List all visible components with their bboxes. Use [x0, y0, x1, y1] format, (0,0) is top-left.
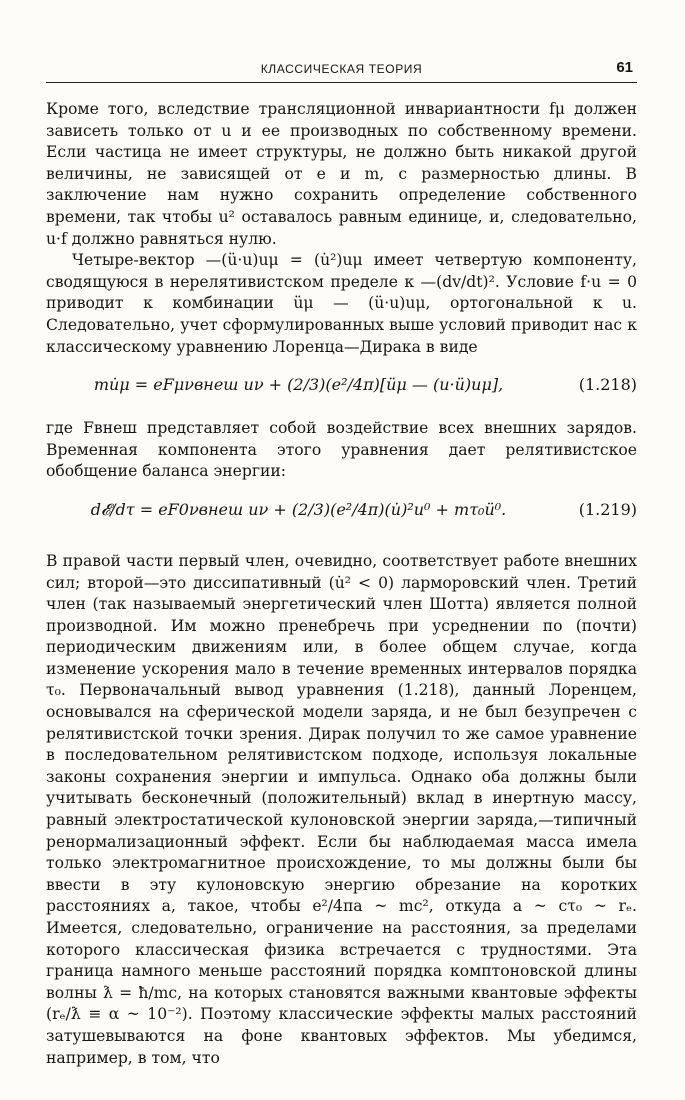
running-head: КЛАССИЧЕСКАЯ ТЕОРИЯ: [260, 62, 423, 76]
equation-number: (1.218): [578, 375, 637, 395]
equation-body: d𝓔/dτ = eF0νвнеш uν + (2/3)(e²/4π)(u̇)²u⁰ + mτ₀ü⁰.: [90, 499, 507, 519]
paragraph-4: В правой части первый член, очевидно, соответствует работе внешних сил; второй—это диссипативный (u̇² < 0) ларморовский член. Третий член (так называемый энергетический член Шотта) является полной производной. Им можно пренебречь при усреднении по (почти) периодическим движениям или, в более общем случае, когда изменение ускорения мало в течение временных интервалов порядка τ₀. Первоначальный вывод уравнения (1.218), данный Лоренцем, основывался на сферической модели заряда, и не был безупречен с релятивистской точки зрения. Дирак получил то же самое уравнение в последовательном релятивистском подходе, используя локальные законы сохранения энергии и импульса. Однако оба должны были учитывать бесконечный (положительный) вклад в инертную массу, равный электростатической кулоновской энергии заряда,—типичный ренормализационный эффект. Если бы наблюдаемая масса имела только электромагнитное происхождение, то мы должны были бы ввести в эту кулоновскую энергию обрезание на коротких расстояниях a, такое, чтобы e²/4πa ~ mc², откуда a ~ cτ₀ ~ rₑ. Имеется, следовательно, ограничение на расстояния, за пределами которого классическая физика встречается с трудностями. Эта граница намного меньше расстояний порядка комптоновской длины волны ƛ = ħ/mc, на которых становятся важными квантовые эффекты (rₑ/ƛ ≡ α ~ 10⁻²). Поэтому классические эффекты малых расстояний затушевываются на фоне квантовых эффектов. Мы убедимся, например, в том, что: [46, 551, 637, 1067]
equation-1218: [46, 368, 637, 412]
body-text: [46, 99, 637, 1069]
paragraph-2: Четыре-вектор —(ü·u)uμ = (u̇²)uμ имеет четвертую компоненту, сводящуюся в нерелятивистском пределе к —(dv/dt)². Условие f·u = 0 приводит к комбинации üμ — (ü·u)uμ, ортогональной к u. Следовательно, учет сформулированных выше условий приводит нас к классическому уравнению Лоренца—Дирака в виде: [46, 251, 637, 356]
page-number: 61: [616, 59, 633, 76]
equation-1219: [46, 493, 637, 537]
page-header: [46, 58, 637, 83]
equation-body: mu̇μ = eFμνвнеш uν + (2/3)(e²/4π)[üμ — (u·ü)uμ],: [93, 375, 504, 395]
equation-number: (1.219): [578, 499, 637, 519]
paragraph-1: Кроме того, вследствие трансляционной инвариантности fμ должен зависеть только от u и ее производных по собственному времени. Если частица не имеет структуры, не должно быть никакой другой величины, не зависящей от e и m, с размерностью длины. В заключение нам нужно сохранить определение собственного времени, так чтобы u² оставалось равным единице, и, следовательно, u·f должно равняться нулю.: [46, 100, 637, 248]
paragraph-3: где Fвнеш представляет собой воздействие всех внешних зарядов. Временная компонента этого уравнения дает релятивистское обобщение баланса энергии:: [46, 419, 637, 481]
